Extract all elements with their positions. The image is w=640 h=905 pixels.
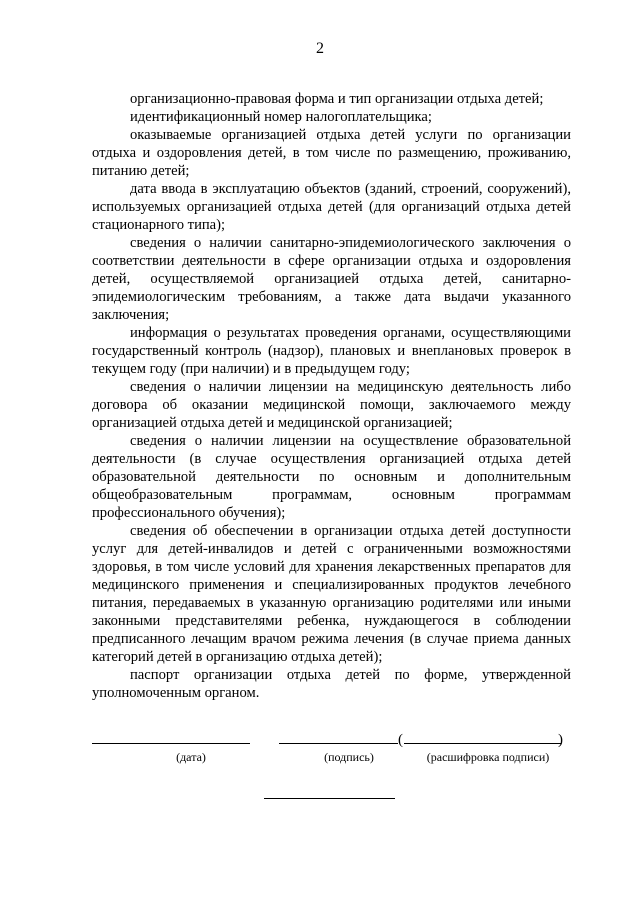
paragraph-commissioning-date: дата ввода в эксплуатацию объектов (зданий, строений, сооружений), используемых организацией отдыха детей (для организаций отдыха детей стационарного типа);: [92, 181, 571, 233]
paragraph-medical-license: сведения о наличии лицензии на медицинскую деятельность либо договора об оказании медицинской помощи, заключаемого между организацией отдыха детей и медицинской организацией;: [92, 379, 571, 431]
document-body: [92, 90, 571, 702]
paragraph-legal-form: организационно-правовая форма и тип организации отдыха детей;: [130, 91, 544, 107]
signature-line: [279, 743, 398, 744]
signature-caption: (подпись): [324, 750, 374, 764]
signature-block: [92, 733, 571, 773]
date-caption: (дата): [176, 750, 206, 764]
paragraph-sanitary-conclusion: сведения о наличии санитарно-эпидемиологического заключения о соответствии деятельности в сфере организации отдыха и оздоровления детей, осуществляемой организацией отдыха детей, санитарно-эпидемиологическим требованиям, а также дата выдачи указанного заключения;: [92, 235, 571, 323]
date-line: [92, 743, 250, 744]
decoding-line: [404, 743, 561, 744]
bottom-separator-line: [264, 798, 395, 799]
paragraph-inspections: информация о результатах проведения органами, осуществляющими государственный контроль (надзор), плановых и внеплановых проверок в текущем году (при наличии) и в предыдущем году;: [92, 325, 571, 377]
decoding-caption: (расшифровка подписи): [426, 750, 550, 764]
page-number: 2: [316, 40, 324, 57]
decoding-open-paren: (: [398, 732, 403, 748]
decoding-close-paren: ): [558, 732, 563, 748]
paragraph-accessibility: сведения об обеспечении в организации отдыха детей доступности услуг для детей-инвалидов и детей с ограниченными возможностями здоровья, в том числе условий для хранения лекарственных препаратов для медицинского применения и специализированных продуктов лечебного питания, передаваемых в указанную организацию родителями или иными законными представителями ребенка, нуждающегося в соблюдении предписанного лечащим врачом режима лечения (в случае приема данных категорий детей в организацию отдыха детей);: [92, 523, 571, 665]
paragraph-education-license: сведения о наличии лицензии на осуществление образовательной деятельности (в случае осуществления организацией отдыха детей образовательной деятельности по основным и дополнительным общеобразовательным программам, основным программам профессионального обучения);: [92, 433, 571, 521]
paragraph-services: оказываемые организацией отдыха детей услуги по организации отдыха и оздоровления детей, в том числе по размещению, проживанию, питанию детей;: [92, 127, 571, 179]
paragraph-tax-id: идентификационный номер налогоплательщика;: [130, 109, 432, 125]
paragraph-passport: паспорт организации отдыха детей по форме, утвержденной уполномоченным органом.: [92, 667, 571, 701]
